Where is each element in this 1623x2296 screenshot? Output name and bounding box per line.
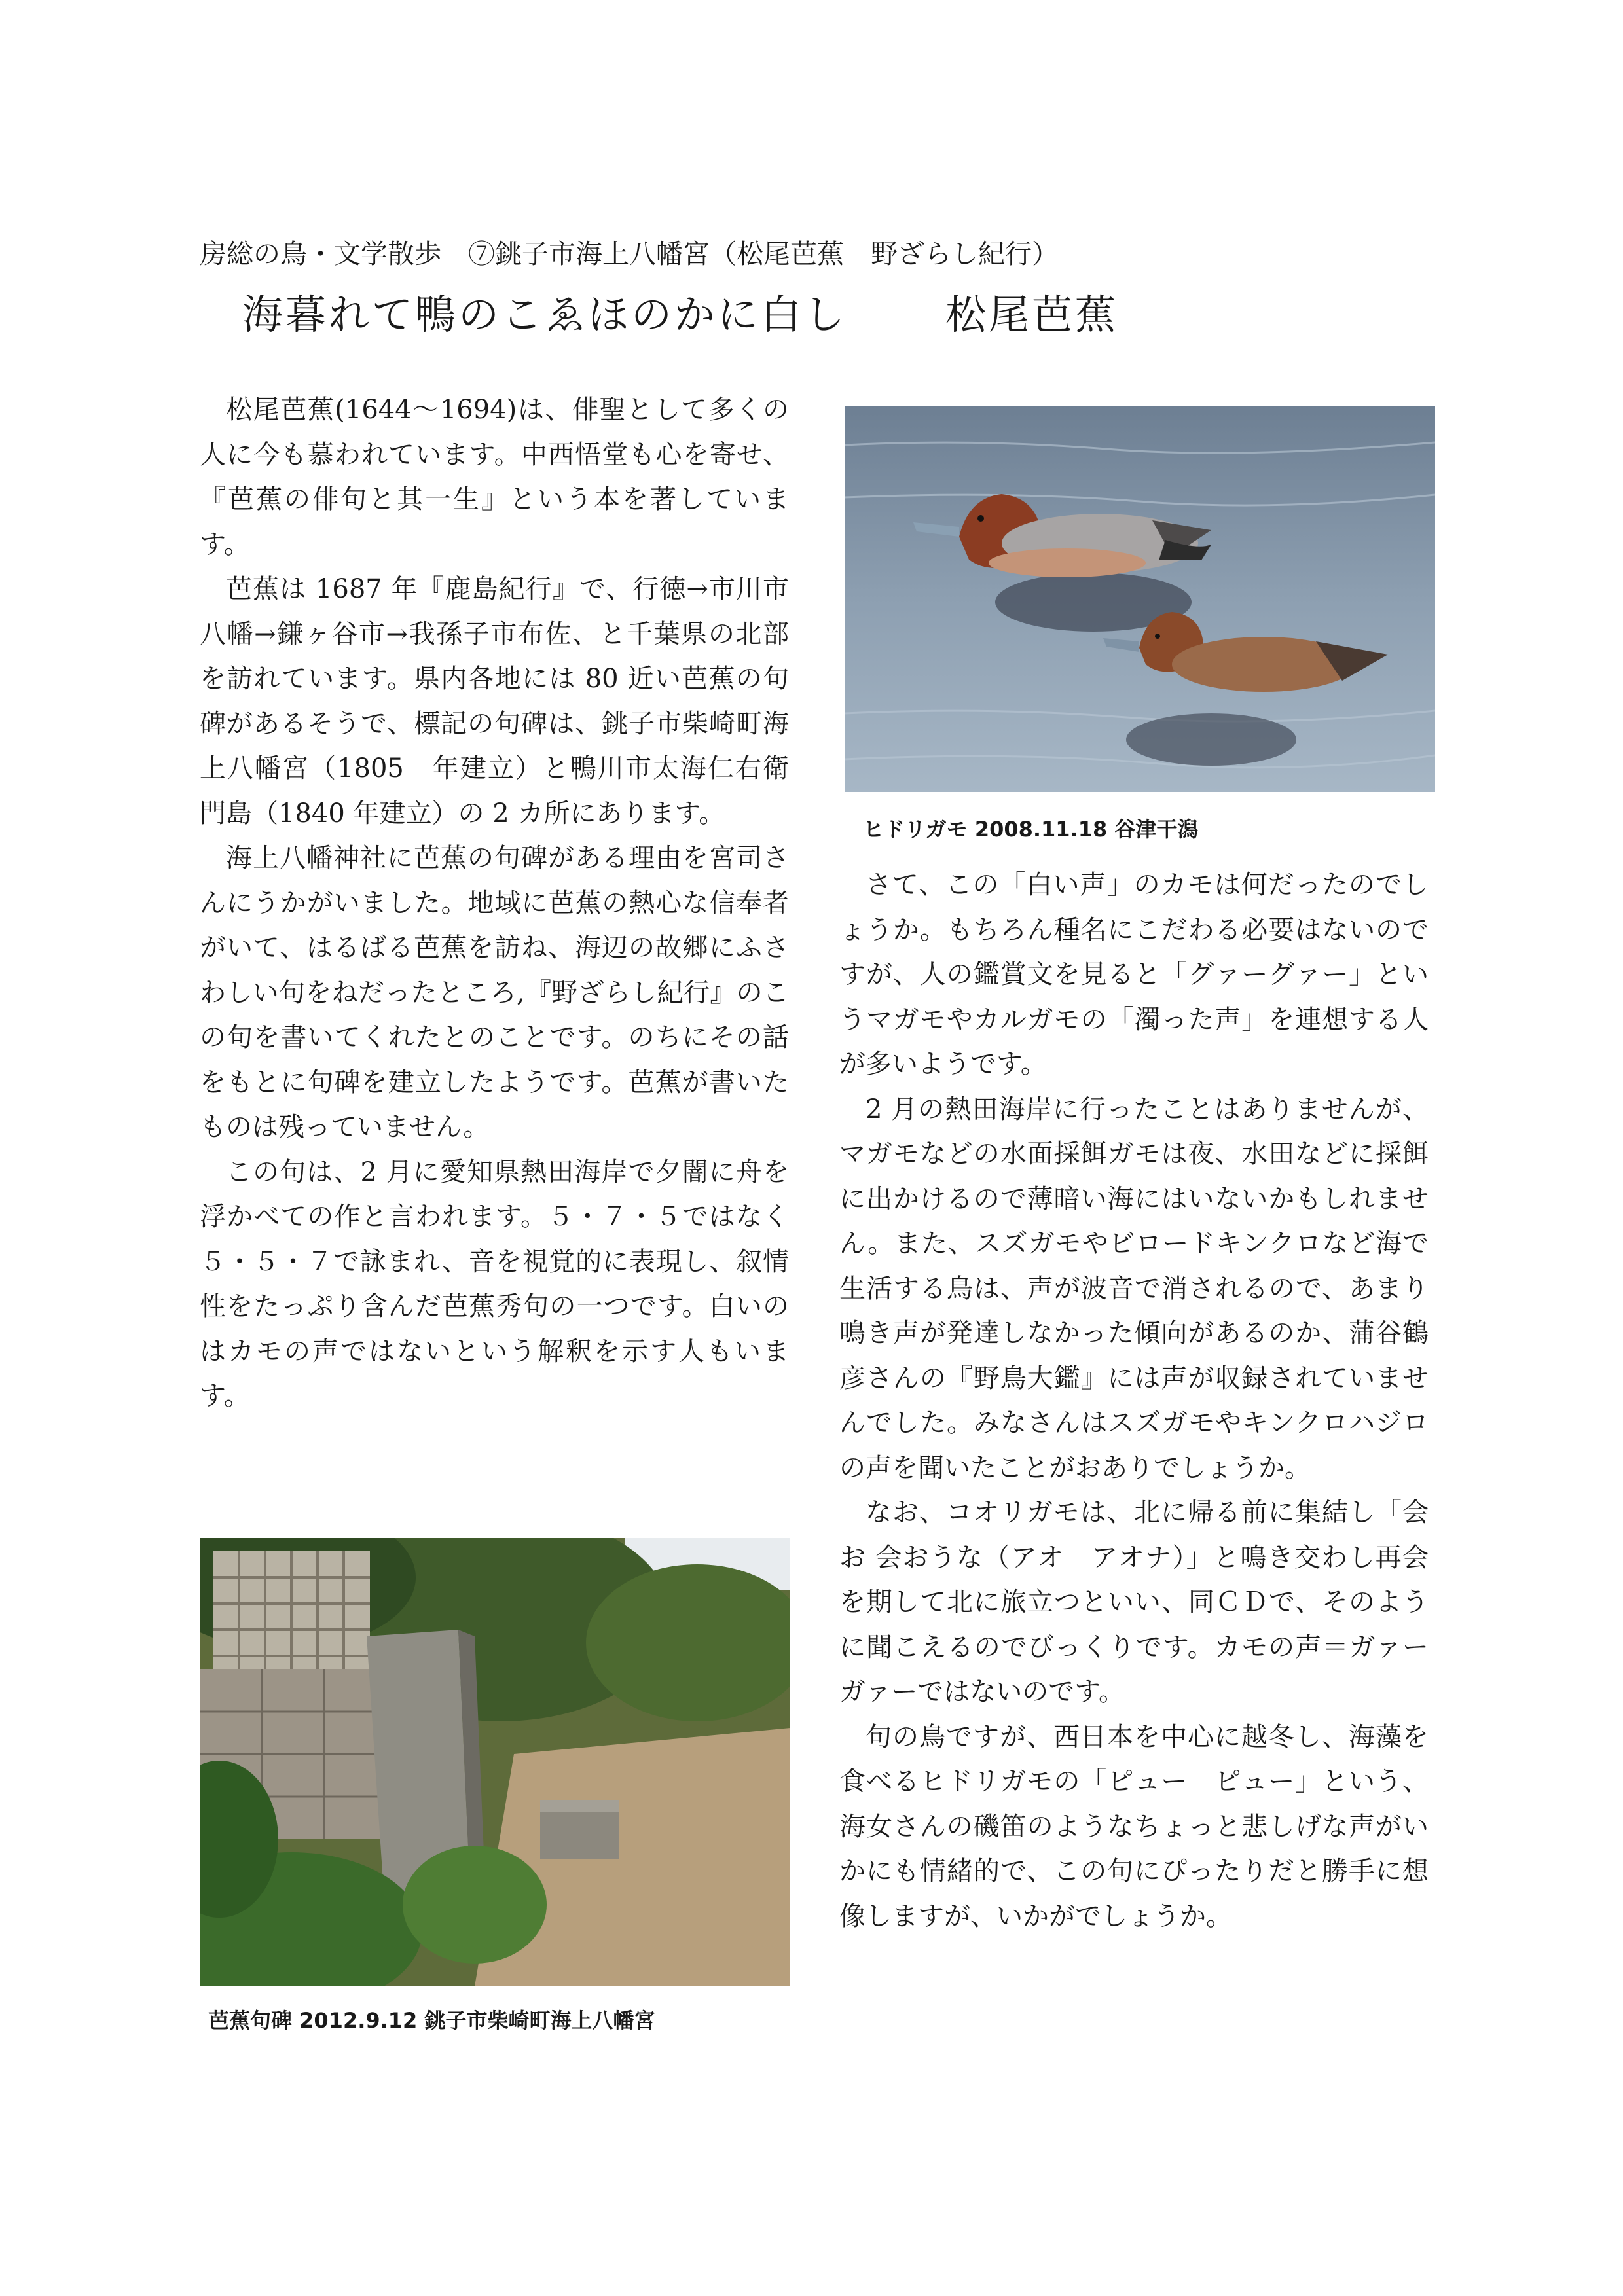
monument-image (200, 1538, 790, 1986)
left-column (200, 387, 789, 1419)
paragraph: なお、コオリガモは、北に帰る前に集結し「会お 会おうな（アオ アオナ）」と鳴き交わし再会を期して北に旅立つといい、同ＣＤで、そのように聞こえるのでびっくりです。カモの声＝ガァーガァーではないのです。 (839, 1498, 1429, 1707)
wigeon-image (845, 406, 1435, 792)
paragraph: 2 月の熱田海岸に行ったことはありませんが、マガモなどの水面採餌ガモは夜、水田などに採餌に出かけるので薄暗い海にはいないかもしれません。また、スズガモやビロードキンクロなど海で生活する鳥は、声が波音で消されるので、あまり鳴き声が発達しなかった傾向があるのか、蒲谷鶴彦さんの『野鳥大鑑』には声が収録されていませんでした。みなさんはスズガモやキンクロハジロの声を聞いたことがおありでしょうか。 (839, 1094, 1429, 1483)
paragraph: さて、この「白い声」のカモは何だったのでしょうか。もちろん種名にこだわる必要はないのですが、人の鑑賞文を見ると「グァーグァー」というマガモやカルガモの「濁った声」を連想する人が多いようです。 (839, 870, 1429, 1079)
paragraph: 句の鳥ですが、西日本を中心に越冬し、海藻を食べるヒドリガモの「ピュー ピュー」という、海女さんの磯笛のようなちょっと悲しげな声がいかにも情緒的で、この句にぴったりだと勝手に想像しますが、いかがでしょうか。 (839, 1721, 1429, 1931)
duck-photo (845, 406, 1435, 792)
paragraph: 松尾芭蕉(1644～1694)は、俳聖として多くの人に今も慕われています。中西悟堂も心を寄せ、『芭蕉の俳句と其一生』という本を著しています。 (200, 395, 789, 560)
series-title: 房総の鳥・文学散歩 ⑦銚子市海上八幡宮（松尾芭蕉 野ざらし紀行） (200, 238, 1059, 270)
paragraph: この句は、2 月に愛知県熱田海岸で夕闇に舟を浮かべての作と言われます。５・７・５ではなく５・５・７で詠まれ、音を視覚的に表現し、叙情性をたっぷり含んだ芭蕉秀句の一つです。白いのはカモの声ではないという解釈を示す人もいます。 (200, 1157, 789, 1411)
haiku-author: 松尾芭蕉 (945, 291, 1119, 338)
haiku-text: 海暮れて鴨のこゑほのかに白し (242, 291, 848, 338)
right-column (839, 863, 1429, 1939)
haiku-line (242, 288, 1118, 342)
monument-photo (200, 1538, 790, 1986)
paragraph: 芭蕉は 1687 年『鹿島紀行』で、行徳→市川市八幡→鎌ヶ谷市→我孫子市布佐、と千葉県の北部を訪れています。県内各地には 80 近い芭蕉の句碑があるそうで、標記の句碑は、銚子市柴崎町海上八幡宮（1805 年建立）と鴨川市太海仁右衛門島（1840 年建立）の 2 カ所にあります。 (200, 574, 789, 829)
duck-photo-caption: ヒドリガモ 2008.11.18 谷津干潟 (863, 817, 1199, 842)
paragraph: 海上八幡神社に芭蕉の句碑がある理由を宮司さんにうかがいました。地域に芭蕉の熱心な信奉者がいて、はるばる芭蕉を訪ね、海辺の故郷にふさわしい句をねだったところ,『野ざらし紀行』のこの句を書いてくれたとのことです。のちにその話をもとに句碑を建立したようです。芭蕉が書いたものは残っていません。 (200, 843, 789, 1142)
monument-photo-caption: 芭蕉句碑 2012.9.12 銚子市柴崎町海上八幡宮 (208, 2008, 655, 2033)
